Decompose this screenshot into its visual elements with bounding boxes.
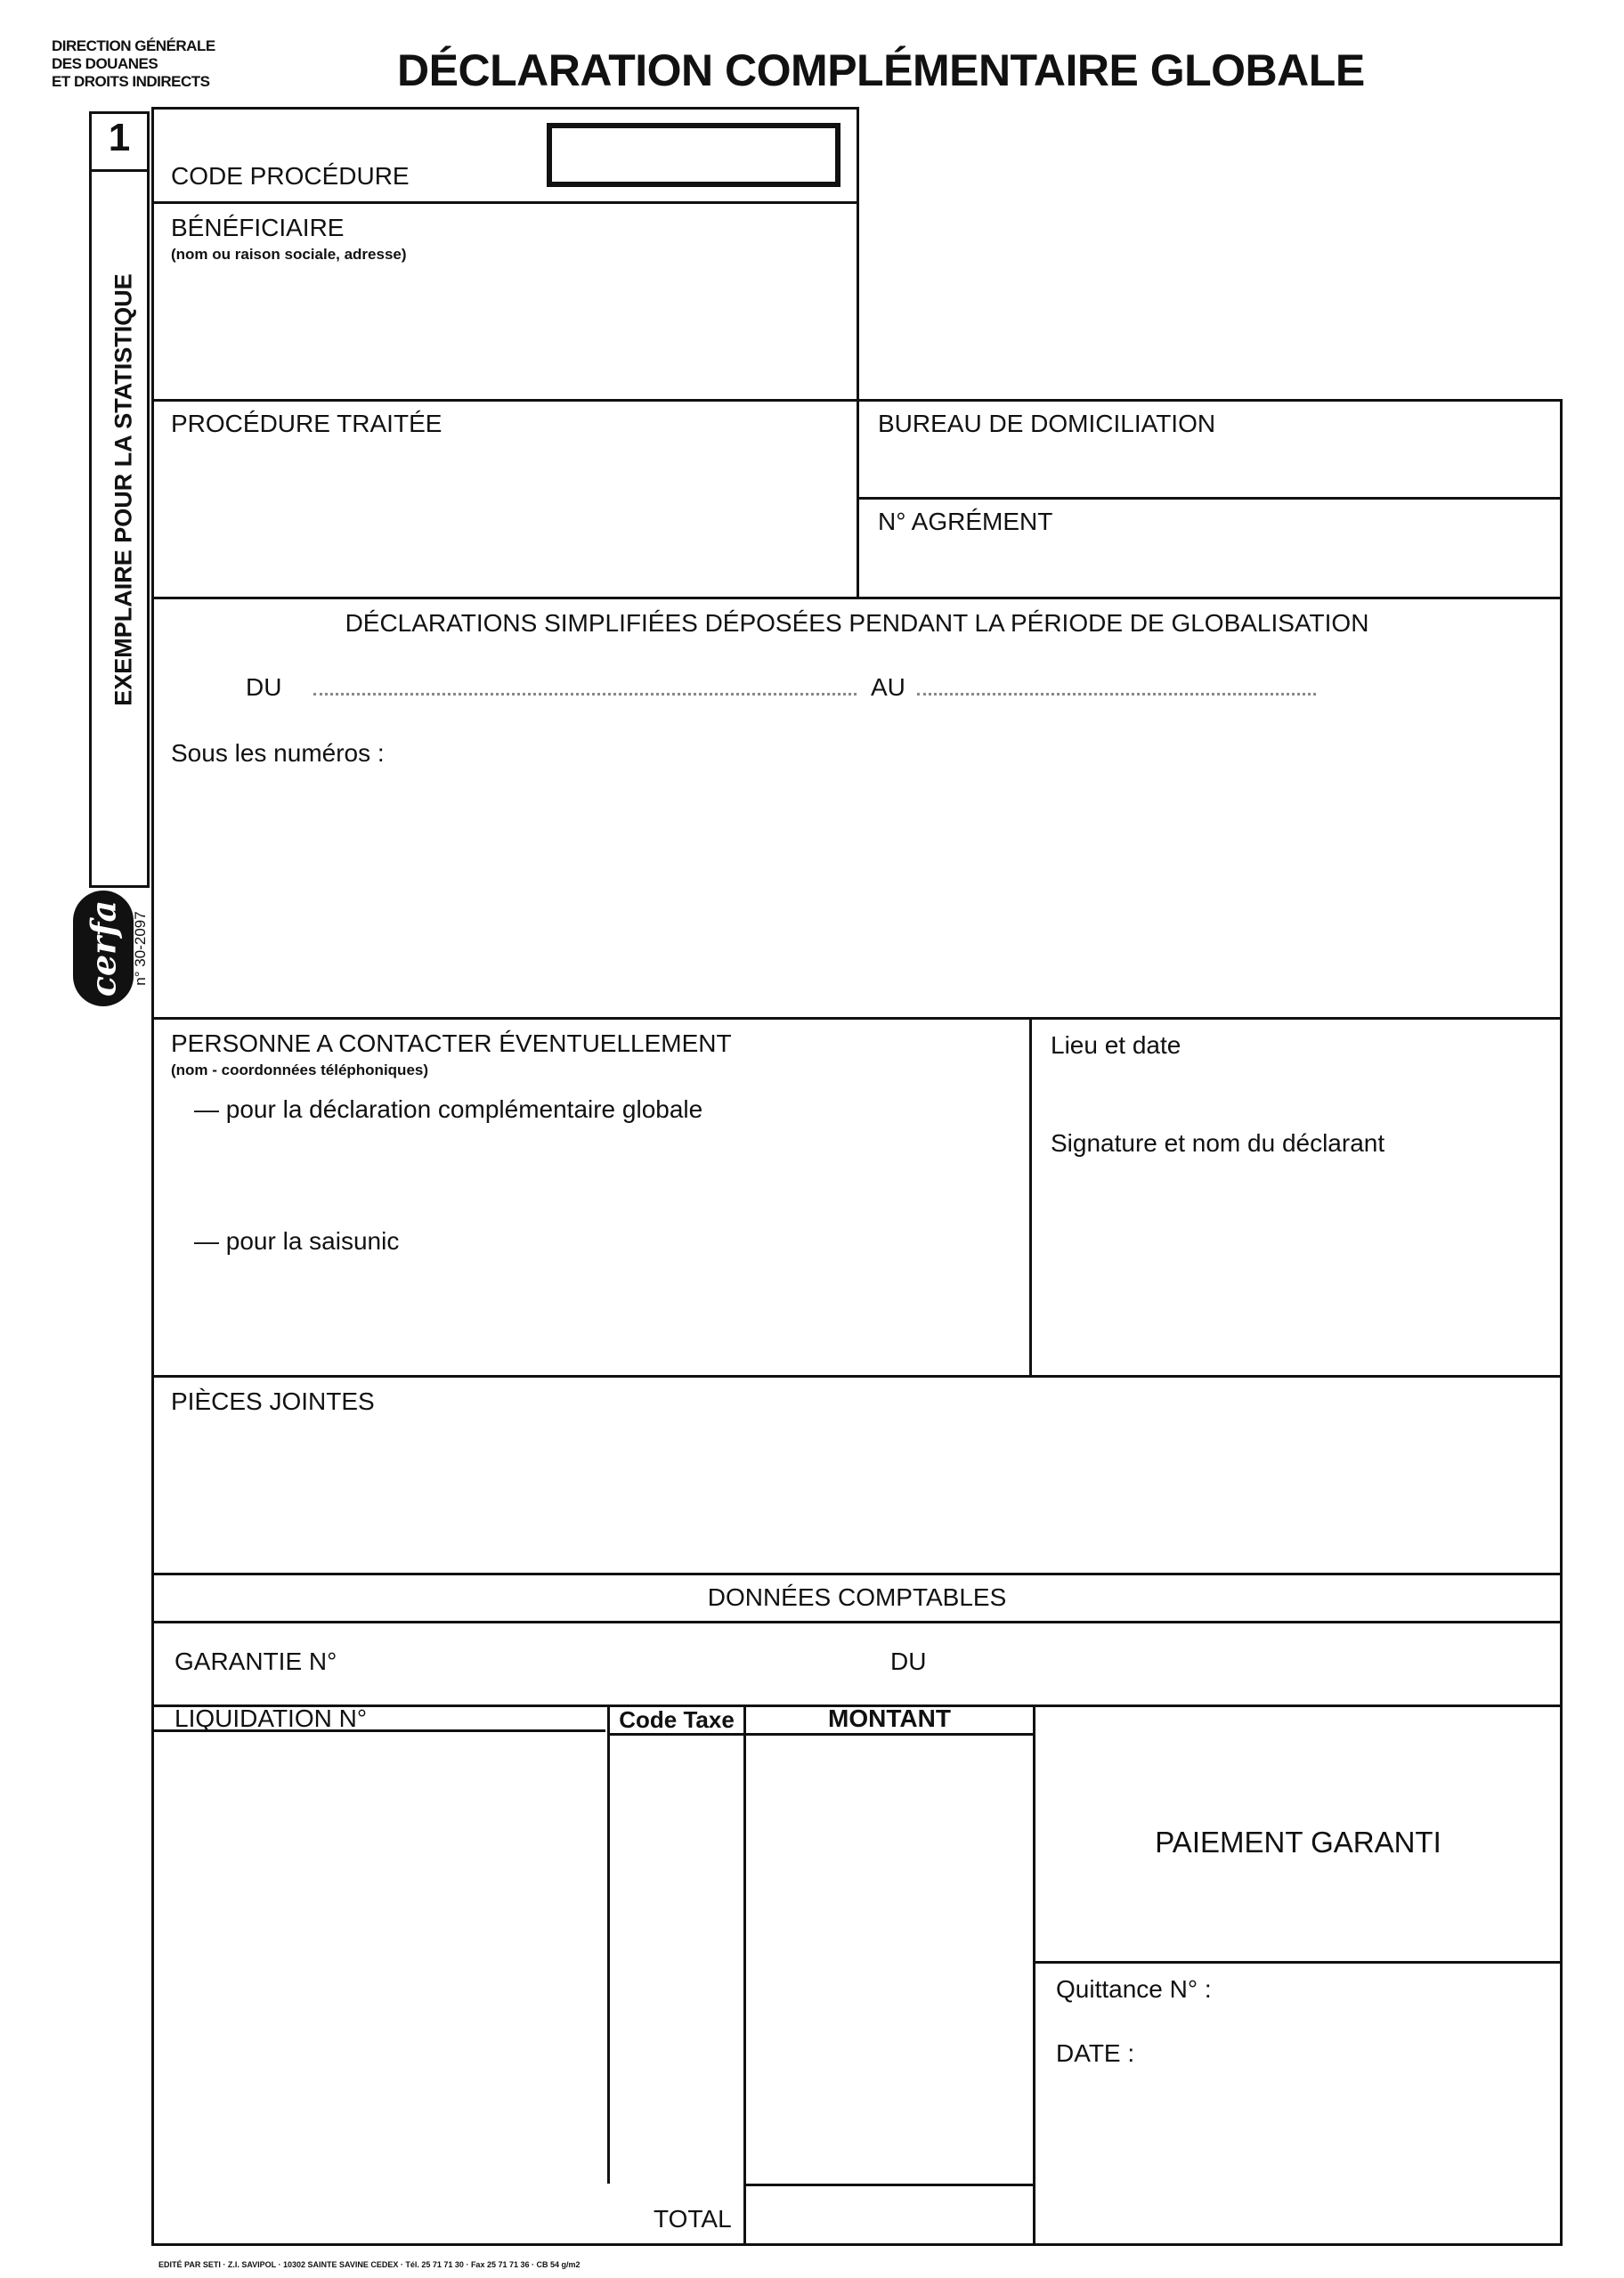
payment-divider xyxy=(1033,1704,1035,2246)
contact-saisunic-label: — pour la saisunic xyxy=(194,1227,400,1255)
copy-label: EXEMPLAIRE POUR LA STATISTIQUE xyxy=(110,273,137,706)
pieces-jointes-field[interactable] xyxy=(171,1425,1542,1563)
code-section-right-border xyxy=(857,107,859,597)
form-left-border xyxy=(151,107,154,2246)
cerfa-number: n° 30-2097 xyxy=(132,911,149,986)
au-field[interactable] xyxy=(917,693,1316,696)
beneficiaire-bottom-line xyxy=(151,399,1563,402)
beneficiaire-hint: (nom ou raison sociale, adresse) xyxy=(171,246,407,263)
signature-label: Signature et nom du déclarant xyxy=(1051,1129,1385,1157)
declarations-title: DÉCLARATIONS SIMPLIFIÉES DÉPOSÉES PENDANT LA PÉRIODE DE GLOBALISATION xyxy=(345,609,1369,637)
bureau-domiciliation-field[interactable] xyxy=(878,445,1546,490)
bureau-domiciliation-label: BUREAU DE DOMICILIATION xyxy=(878,410,1216,437)
paiement-bottom-line xyxy=(1033,1961,1563,1964)
code-taxe-header: Code Taxe xyxy=(619,1706,735,1733)
form-title: DÉCLARATION COMPLÉMENTAIRE GLOBALE xyxy=(397,45,1365,95)
agrement-field[interactable] xyxy=(878,543,1546,590)
au-label: AU xyxy=(871,673,905,701)
donnees-bottom-line xyxy=(151,1621,1563,1623)
pieces-bottom-line xyxy=(151,1573,1563,1575)
agency-line1: DIRECTION GÉNÉRALE xyxy=(52,37,215,54)
code-taxe-col-divider xyxy=(743,1704,746,2243)
lieu-date-field[interactable] xyxy=(1051,1065,1545,1119)
side-strip-divider xyxy=(89,169,150,172)
bureau-bottom-line xyxy=(857,497,1563,500)
signature-field[interactable] xyxy=(1051,1167,1545,1363)
procedure-traitee-field[interactable] xyxy=(171,445,839,588)
sous-numeros-field[interactable] xyxy=(171,780,1542,1003)
footer-imprint: EDITÉ PAR SETI · Z.I. SAVIPOL · 10302 SAINTE SAVINE CEDEX · Tél. 25 71 71 30 · Fax 25 71 71 36 · CB 54 g/m2 xyxy=(158,2260,581,2269)
code-procedure-bottom-line xyxy=(151,201,857,204)
form-right-border xyxy=(1560,399,1563,2246)
sous-numeros-label: Sous les numéros : xyxy=(171,739,385,767)
contact-divider xyxy=(1029,1017,1032,1375)
total-field[interactable] xyxy=(750,2189,1029,2241)
pieces-jointes-label: PIÈCES JOINTES xyxy=(171,1387,375,1415)
agency-line3: ET DROITS INDIRECTS xyxy=(52,73,210,90)
contact-hint: (nom - coordonnées téléphoniques) xyxy=(171,1062,429,1078)
top-border xyxy=(151,107,857,110)
garantie-label: GARANTIE N° xyxy=(175,1647,337,1675)
montant-header: MONTANT xyxy=(828,1704,951,1732)
date-label: DATE : xyxy=(1056,2039,1135,2067)
contact-globale-field[interactable] xyxy=(223,1136,1015,1216)
total-label: TOTAL xyxy=(654,2205,732,2233)
date-field[interactable] xyxy=(1149,2036,1540,2071)
agency-line2: DES DOUANES xyxy=(52,55,158,72)
code-procedure-input[interactable] xyxy=(547,123,840,187)
beneficiaire-label: BÉNÉFICIAIRE xyxy=(171,214,345,241)
donnees-comptables-title: DONNÉES COMPTABLES xyxy=(707,1583,1007,1611)
procedure-bottom-line xyxy=(151,597,1563,599)
copy-number: 1 xyxy=(108,116,131,159)
agency-block xyxy=(52,37,215,91)
procedure-traitee-label: PROCÉDURE TRAITÉE xyxy=(171,410,443,437)
cerfa-logo-text: cerfa xyxy=(83,899,124,997)
quittance-label: Quittance N° : xyxy=(1056,1975,1212,2003)
du-label: DU xyxy=(246,673,282,701)
garantie-du-field[interactable] xyxy=(944,1644,1540,1683)
declarations-bottom-line xyxy=(151,1017,1563,1020)
garantie-du-label: DU xyxy=(890,1647,927,1675)
lieu-date-label: Lieu et date xyxy=(1051,1031,1181,1059)
liquidation-header: LIQUIDATION N° xyxy=(175,1704,368,1732)
liquidation-col-divider xyxy=(607,1704,610,2184)
liquidation-column[interactable] xyxy=(157,1737,602,2173)
du-field[interactable] xyxy=(313,693,857,696)
garantie-field[interactable] xyxy=(338,1644,864,1683)
contact-title: PERSONNE A CONTACTER ÉVENTUELLEMENT xyxy=(171,1029,732,1057)
contact-saisunic-field[interactable] xyxy=(223,1268,1015,1357)
agrement-label: N° AGRÉMENT xyxy=(878,508,1053,535)
contact-globale-label: — pour la déclaration complémentaire globale xyxy=(194,1095,703,1123)
cerfa-logo xyxy=(73,891,134,1006)
contact-bottom-line xyxy=(151,1375,1563,1378)
code-procedure-label: CODE PROCÉDURE xyxy=(171,162,410,190)
code-taxe-column[interactable] xyxy=(613,1738,739,2175)
beneficiaire-field[interactable] xyxy=(171,269,839,392)
paiement-garanti-label: PAIEMENT GARANTI xyxy=(1155,1826,1441,1859)
quittance-field[interactable] xyxy=(1229,1972,1540,2007)
montant-column[interactable] xyxy=(749,1738,1028,2178)
